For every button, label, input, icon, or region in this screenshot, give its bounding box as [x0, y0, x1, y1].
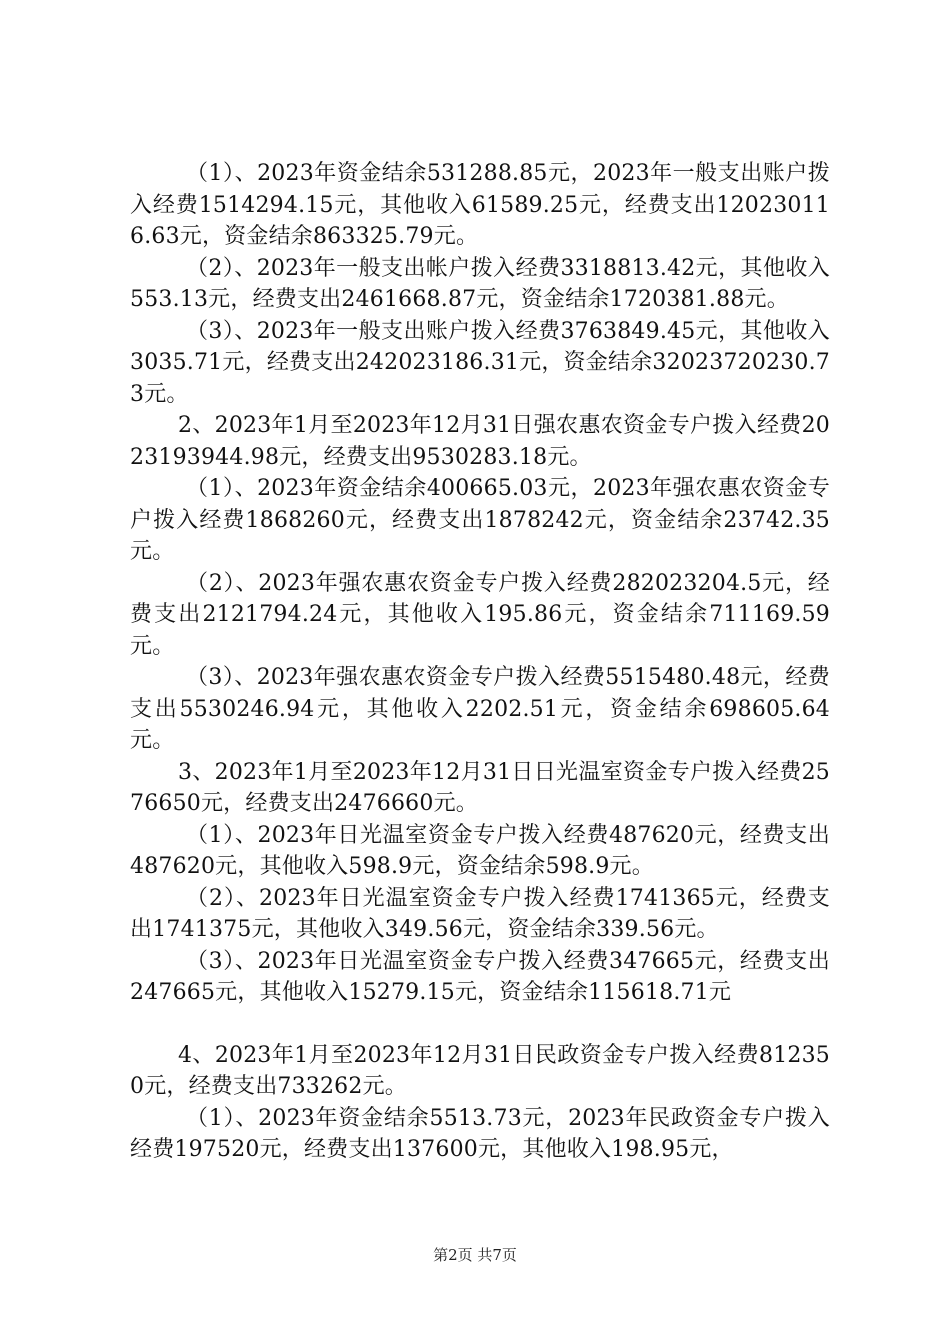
- paragraph-2-2: （2）、2023年强农惠农资金专户拨入经费282023204.5元，经费支出2121794.24元，其他收入195.86元，资金结余711169.59元。: [130, 570, 830, 659]
- section-3-heading: 3、2023年1月至2023年12月31日日光温室资金专户拨入经费2576650元，经费支出2476660元。: [130, 759, 830, 816]
- paragraph-3-3: （3）、2023年日光温室资金专户拨入经费347665元，经费支出247665元，其他收入15279.15元，资金结余115618.71元: [130, 948, 830, 1005]
- page-number-footer: 第2页 共7页: [433, 1246, 517, 1264]
- paragraph-1-1: （1）、2023年资金结余531288.85元，2023年一般支出账户拨入经费1514294.15元，其他收入61589.25元，经费支出120230116.63元，资金结余863325.79元。: [130, 161, 830, 249]
- document-body: [130, 158, 830, 1166]
- paragraph-spacer: [130, 1009, 830, 1040]
- section-2-heading: 2、2023年1月至2023年12月31日强农惠农资金专户拨入经费2023193944.98元，经费支出9530283.18元。: [130, 413, 830, 470]
- paragraph-1-2: （2）、2023年一般支出帐户拨入经费3318813.42元，其他收入553.13元，经费支出2461668.87元，资金结余1720381.88元。: [130, 255, 830, 312]
- paragraph-2-3: （3）、2023年强农惠农资金专户拨入经费5515480.48元，经费支出5530246.94元，其他收入2202.51元，资金结余698605.64元。: [130, 665, 830, 753]
- paragraph-3-2: （2）、2023年日光温室资金专户拨入经费1741365元，经费支出1741375元，其他收入349.56元，资金结余339.56元。: [130, 885, 830, 942]
- paragraph-3-1: （1）、2023年日光温室资金专户拨入经费487620元，经费支出487620元，其他收入598.9元，资金结余598.9元。: [130, 822, 830, 879]
- paragraph-2-1: （1）、2023年资金结余400665.03元，2023年强农惠农资金专户拨入经费1868260元，经费支出1878242元，资金结余23742.35元。: [130, 476, 830, 564]
- paragraph-1-3: （3）、2023年一般支出账户拨入经费3763849.45元，其他收入3035.71元，经费支出242023186.31元，资金结余32023720230.73元。: [130, 318, 830, 407]
- paragraph-4-1: （1）、2023年资金结余5513.73元，2023年民政资金专户拨入经费197520元，经费支出137600元，其他收入198.95元，: [130, 1105, 830, 1162]
- section-4-heading: 4、2023年1月至2023年12月31日民政资金专户拨入经费812350元，经费支出733262元。: [130, 1042, 830, 1099]
